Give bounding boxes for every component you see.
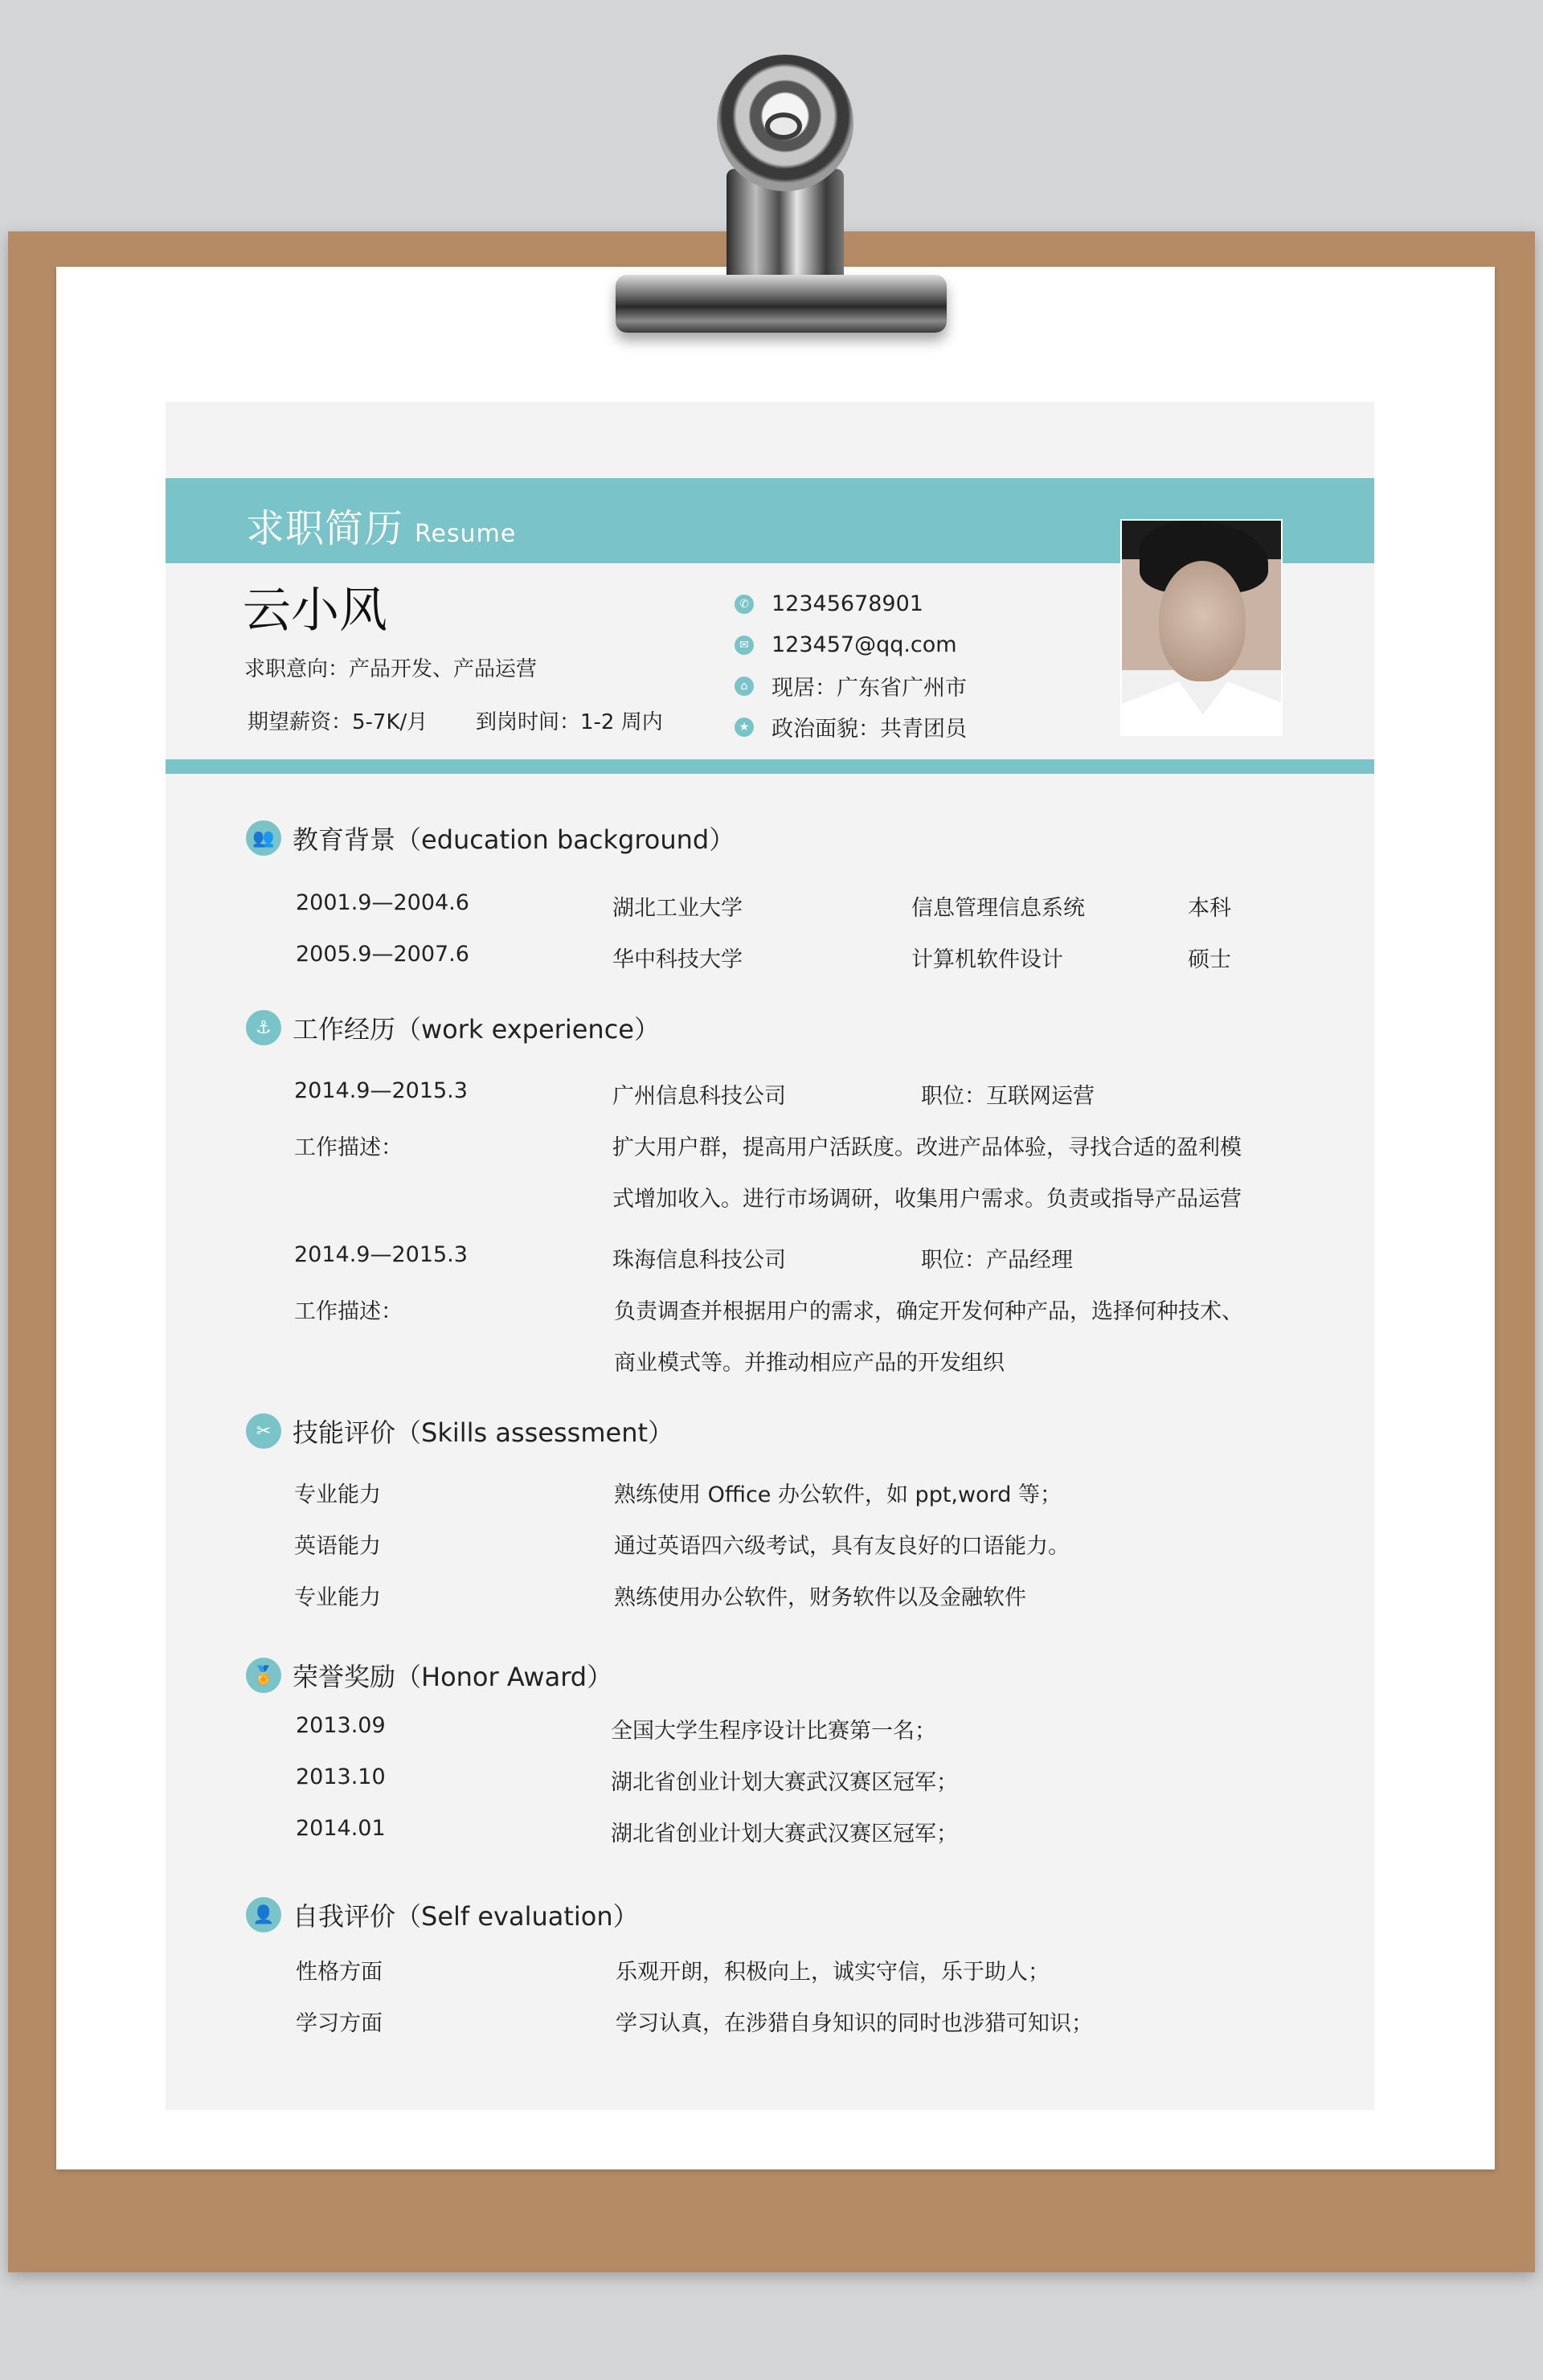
star-icon: ★ (735, 718, 754, 737)
resume-subtitle: Resume (415, 520, 517, 548)
contact-political: ★ 政治面貌：共青团员 (735, 706, 967, 747)
profile-photo (1120, 519, 1283, 736)
self-value: 学习认真，在涉猎自身知识的同时也涉猎可知识； (616, 2011, 1093, 2036)
contact-phone: ✆ 12345678901 (735, 583, 967, 624)
person-icon: 👤 (246, 1897, 281, 1932)
work-heading: ⚓ 工作经历（work experience） (246, 1009, 660, 1046)
expected-salary: 期望薪资：5-7K/月 (248, 710, 428, 734)
arrival-time: 到岗时间：1-2 周内 (476, 710, 663, 734)
job-company: 广州信息科技公司 (612, 1084, 786, 1109)
phone-icon: ✆ (735, 595, 754, 614)
self-heading: 👤 自我评价（Self evaluation） (246, 1896, 639, 1933)
contact-residence: ⌂ 现居：广东省广州市 (735, 665, 967, 706)
edu-school: 湖北工业大学 (612, 896, 743, 921)
self-label: 学习方面 (296, 2011, 383, 2036)
job-position: 职位：互联网运营 (921, 1084, 1095, 1109)
edu-degree: 本科 (1188, 896, 1231, 921)
honor-date: 2013.10 (296, 1765, 386, 1789)
job-desc: 式增加收入。进行市场调研，收集用户需求。负责或指导产品运营 (612, 1187, 1242, 1212)
skill-value: 熟练使用办公软件，财务软件以及金融软件 (614, 1585, 1026, 1610)
resume-title: 求职简历 Resume (246, 506, 517, 551)
edu-major: 信息管理信息系统 (911, 896, 1085, 921)
job-position: 职位：产品经理 (921, 1248, 1073, 1273)
location-icon: ⌂ (735, 677, 754, 696)
honor-value: 全国大学生程序设计比赛第一名； (611, 1719, 936, 1744)
self-label: 性格方面 (296, 1960, 383, 1985)
skill-label: 英语能力 (294, 1534, 381, 1559)
job-intent: 求职意向：产品开发、产品运营 (244, 657, 538, 681)
job-desc-label: 工作描述： (294, 1135, 403, 1160)
edu-major: 计算机软件设计 (911, 947, 1063, 972)
honor-date: 2014.01 (296, 1816, 386, 1841)
job-company: 珠海信息科技公司 (612, 1248, 786, 1273)
job-desc: 商业模式等。并推动相应产品的开发组织 (614, 1351, 1005, 1376)
honor-value: 湖北省创业计划大赛武汉赛区冠军； (611, 1822, 958, 1846)
skills-heading: ✂ 技能评价（Skills assessment） (246, 1413, 673, 1450)
education-heading: 👥 教育背景（education background） (246, 820, 735, 857)
header-divider (166, 759, 1374, 774)
self-value: 乐观开朗，积极向上，诚实守信，乐于助人； (616, 1960, 1050, 1985)
anchor-icon: ⚓ (246, 1010, 281, 1045)
honor-date: 2013.09 (296, 1713, 386, 1738)
honors-heading: 🏅 荣誉奖励（Honor Award） (246, 1657, 612, 1694)
job-desc: 负责调查并根据用户的需求，确定开发何种产品，选择何种技术、 (614, 1299, 1243, 1324)
binder-clip-icon (579, 48, 948, 354)
edu-school: 华中科技大学 (612, 947, 743, 972)
resume (166, 402, 1374, 2110)
contact-list (735, 583, 967, 747)
skill-label: 专业能力 (294, 1482, 381, 1507)
tools-icon: ✂ (246, 1413, 281, 1449)
email-icon: ✉ (735, 636, 754, 655)
people-icon: 👥 (246, 820, 281, 856)
job-date: 2014.9—2015.3 (294, 1242, 468, 1267)
edu-degree: 硕士 (1188, 947, 1231, 972)
honor-value: 湖北省创业计划大赛武汉赛区冠军； (611, 1770, 958, 1795)
edu-date: 2005.9—2007.6 (296, 942, 469, 967)
edu-date: 2001.9—2004.6 (296, 890, 469, 915)
job-desc-label: 工作描述： (294, 1299, 403, 1324)
skill-label: 专业能力 (294, 1585, 381, 1610)
candidate-name: 云小风 (243, 583, 387, 639)
skill-value: 通过英语四六级考试，具有友良好的口语能力。 (614, 1534, 1070, 1559)
contact-email: ✉ 123457@qq.com (735, 624, 967, 665)
skill-value: 熟练使用 Office 办公软件，如 ppt,word 等； (614, 1482, 1062, 1507)
medal-icon: 🏅 (246, 1658, 281, 1693)
job-desc: 扩大用户群，提高用户活跃度。改进产品体验，寻找合适的盈利模 (612, 1135, 1242, 1160)
job-date: 2014.9—2015.3 (294, 1078, 468, 1103)
